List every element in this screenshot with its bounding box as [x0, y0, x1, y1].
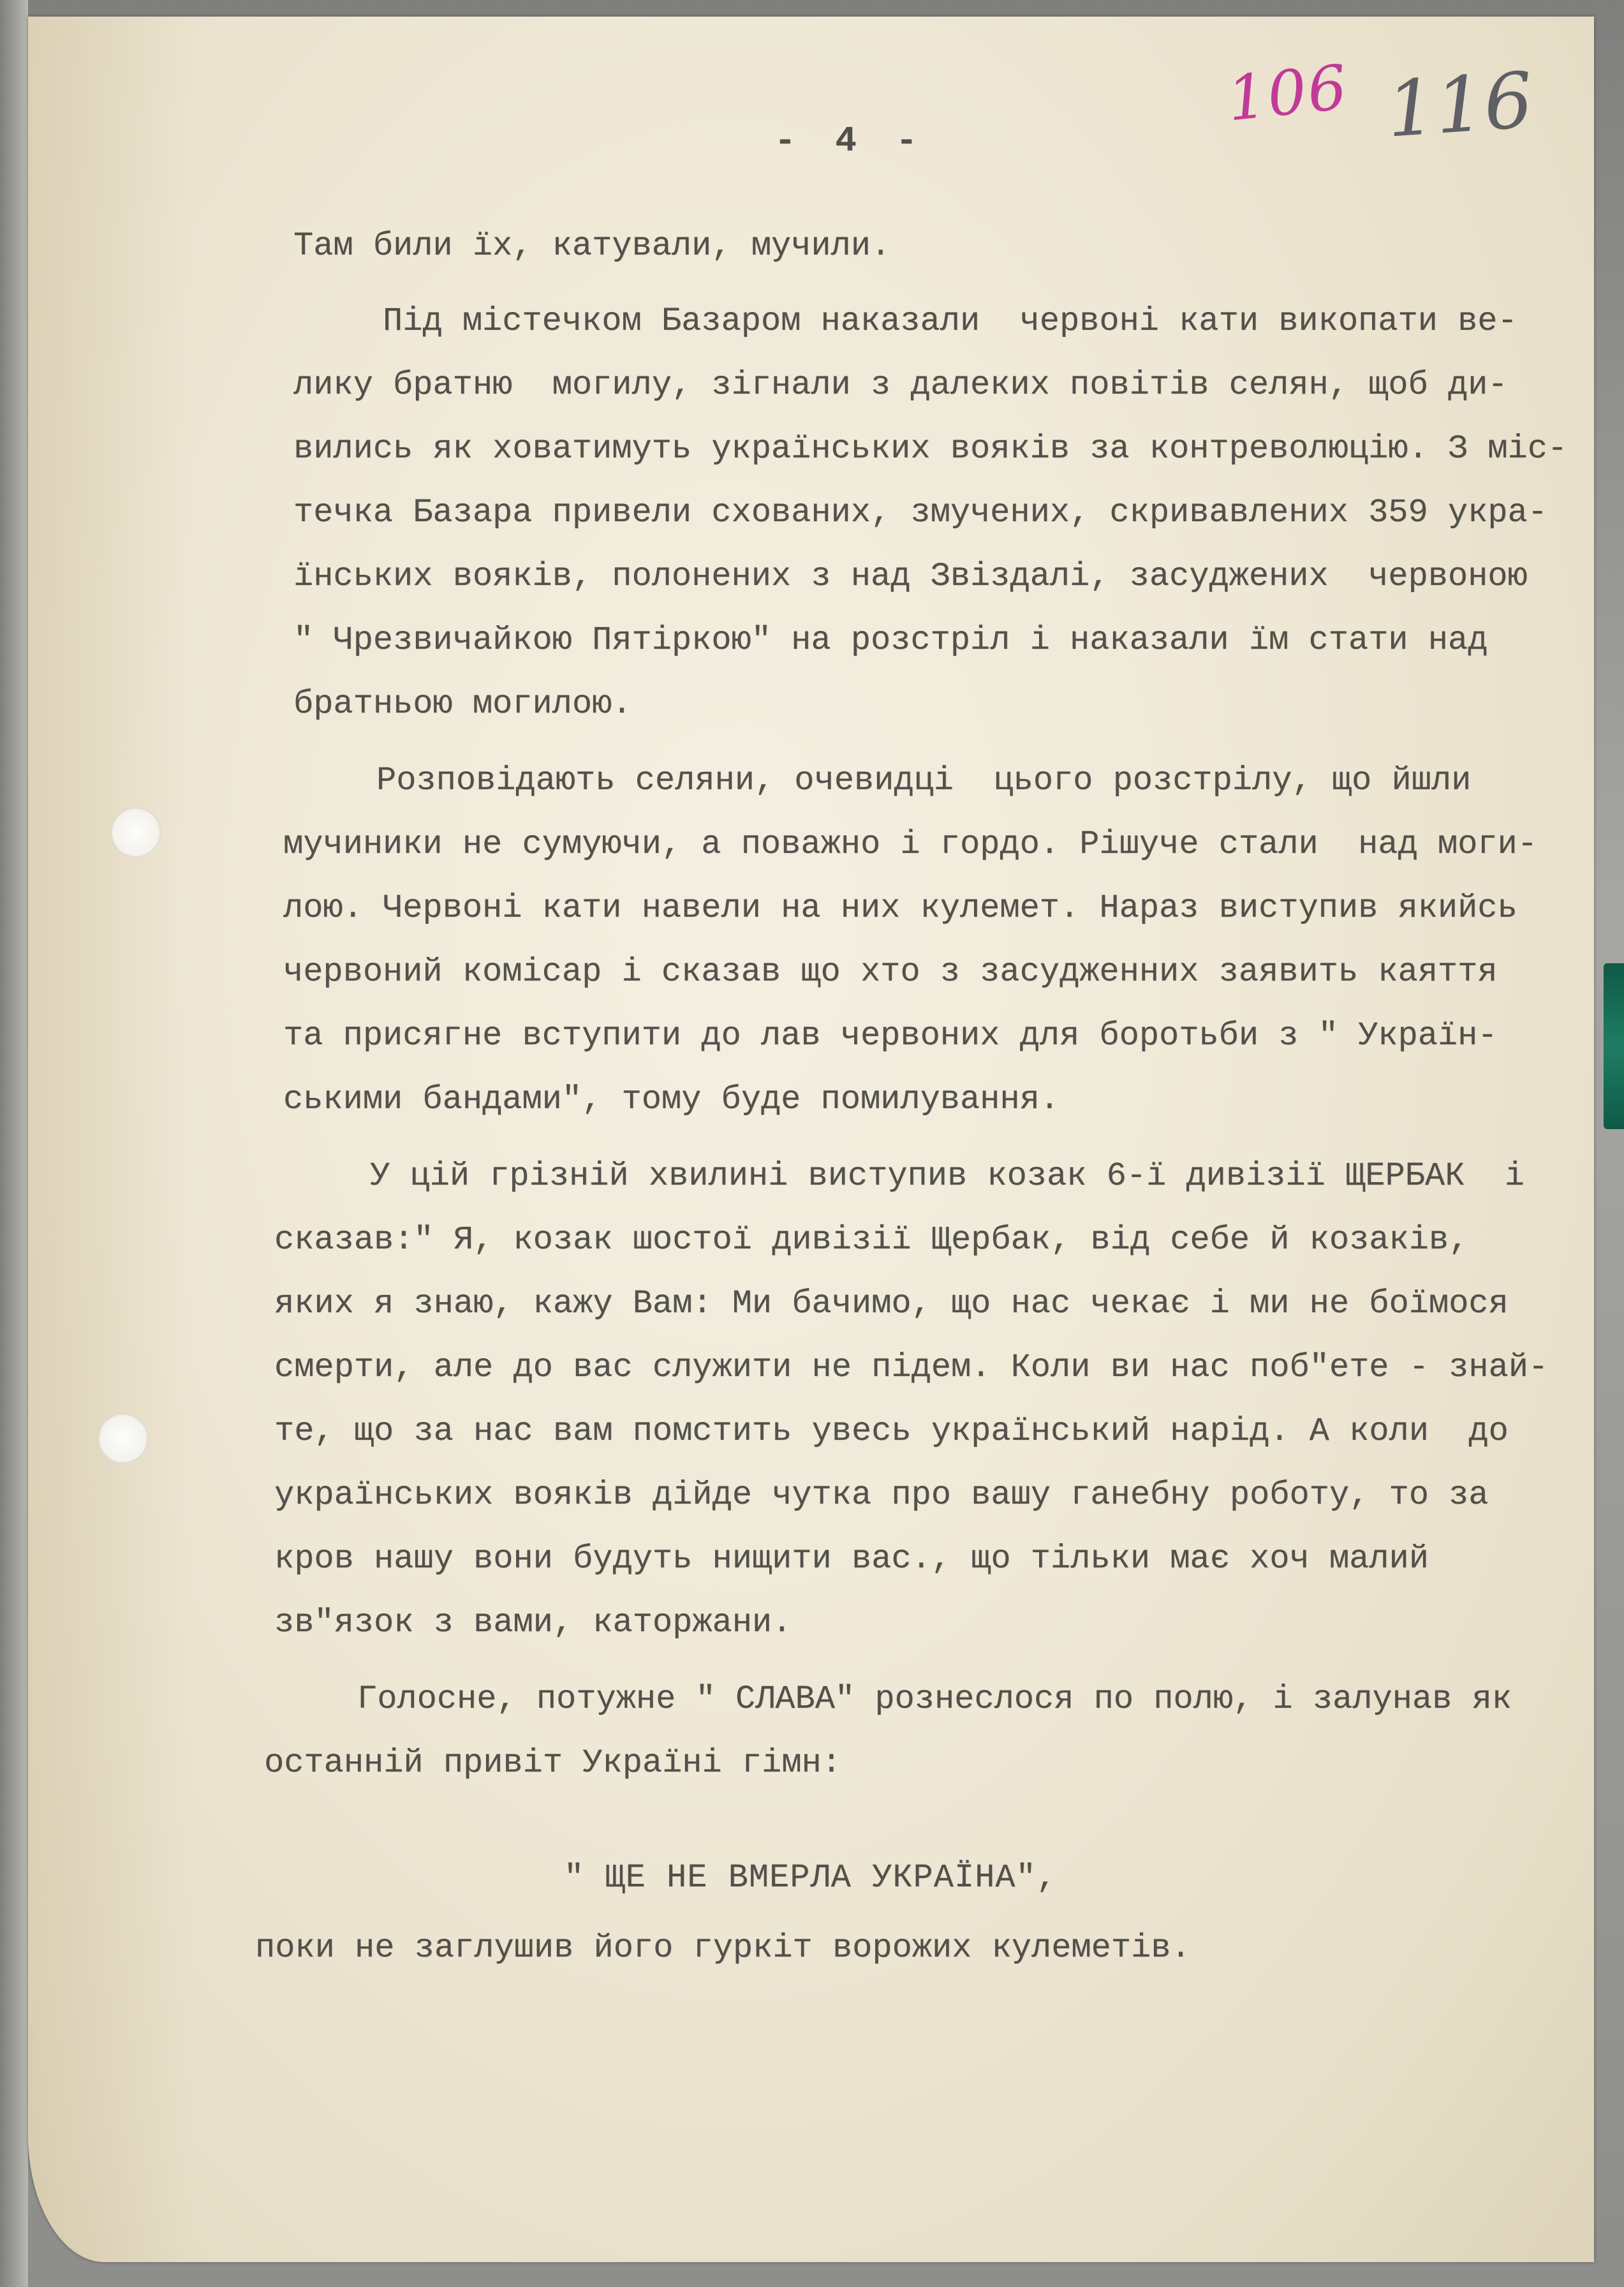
text-line: Під містечком Базаром наказали червоні кати викопати ве-	[383, 302, 1517, 340]
text-line: лою. Червоні кати навели на них кулемет. Нараз виступив якийсь	[283, 889, 1517, 927]
text-line: смерти, але до вас служити не підем. Коли ви нас поб"ете - знай-	[274, 1349, 1549, 1386]
archive-number-handwritten: 116	[1384, 56, 1536, 155]
text-line: сказав:" Я, козак шостої дивізії Щербак, від себе й козаків,	[274, 1221, 1469, 1259]
text-line: Розповідають селяни, очевидці цього розстрілу, що йшли	[376, 762, 1472, 799]
text-line: та присягне вступити до лав червоних для боротьби з " Україн-	[283, 1017, 1498, 1055]
punch-hole	[98, 1414, 148, 1463]
text-line: поки не заглушив його гуркіт ворожих кулеметів.	[255, 1929, 1191, 1967]
punch-hole	[111, 808, 161, 857]
text-line: вились як ховатимуть українських вояків за контреволюцію. З міс-	[293, 430, 1568, 468]
text-line: братньою могилою.	[293, 685, 632, 723]
text-line: зв"язок з вами, каторжани.	[274, 1604, 792, 1641]
text-line: українських вояків дійде чутка про вашу ганебну роботу, то за	[274, 1476, 1489, 1514]
text-line: те, що за нас вам помстить увесь український нарід. А коли до	[274, 1412, 1509, 1450]
text-line: " Чрезвичайкою Пятіркою" на розстріл і наказали їм стати над	[293, 621, 1488, 659]
text-line: їнських вояків, полонених з над Звіздалі, засуджених червоною	[293, 558, 1528, 595]
text-line: ськими бандами", тому буде помилування.	[283, 1081, 1059, 1118]
scan-left-edge	[0, 0, 28, 2287]
page-number: - 4 -	[774, 121, 927, 161]
text-line: червоний комісар і сказав що хто з засудженних заявить каяття	[283, 953, 1498, 991]
document-page	[28, 17, 1594, 2262]
text-line: кров нашу вони будуть нищити вас., що тільки має хоч малий	[274, 1540, 1429, 1578]
text-line: лику братню могилу, зігнали з далеких повітів селян, щоб ди-	[293, 366, 1508, 404]
text-line: Голосне, потужне " СЛАВА" рознеслося по полю, і залунав як	[357, 1680, 1512, 1718]
archive-number-pencil: 106	[1223, 51, 1352, 135]
paper-stain	[28, 17, 194, 2262]
anthem-title-line: " ЩЕ НЕ ВМЕРЛА УКРАЇНА",	[564, 1859, 1057, 1897]
text-line: мучиники не сумуючи, а поважно і гордо. Рішуче стали над моги-	[283, 825, 1537, 863]
text-line: останній привіт Україні гімн:	[264, 1744, 841, 1782]
text-line: Там били їх, катували, мучили.	[293, 227, 891, 265]
text-line: У цій грізній хвилині виступив козак 6-ї дивізії ЩЕРБАК і	[370, 1157, 1524, 1195]
text-line: яких я знаю, кажу Вам: Ми бачимо, що нас чекає і ми не боїмося	[274, 1285, 1509, 1322]
text-line: течка Базара привели схованих, змучених, скривавлених 359 укра-	[293, 494, 1547, 531]
green-folder-edge	[1604, 963, 1624, 1129]
